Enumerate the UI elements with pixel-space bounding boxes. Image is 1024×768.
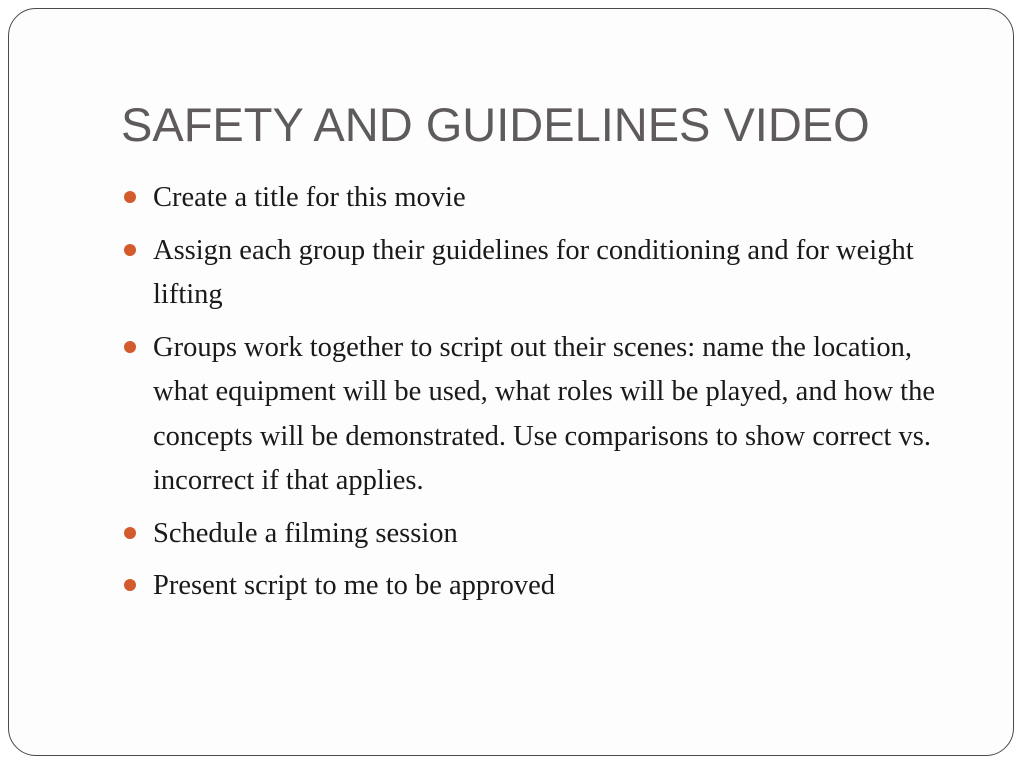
bullet-dot-icon [124, 191, 136, 203]
bullet-item [121, 229, 951, 318]
bullet-dot-icon [124, 244, 136, 256]
bullet-dot-icon [124, 527, 136, 539]
bullet-item [121, 512, 951, 557]
bullet-text: Groups work together to script out their scenes: name the location, what equipment will be used, what roles will be played, and how the concepts will be demonstrated. Use comparisons to show correct vs. incorrect if that applies. [153, 331, 935, 496]
slide-title: SAFETY AND GUIDELINES VIDEO [121, 98, 870, 151]
bullet-dot-icon [124, 341, 136, 353]
bullet-dot-icon [124, 579, 136, 591]
bullet-text: Assign each group their guidelines for conditioning and for weight lifting [153, 234, 914, 310]
bullet-text: Present script to me to be approved [153, 570, 556, 601]
bullet-item [121, 326, 951, 504]
bullet-list [121, 176, 951, 617]
bullet-text: Schedule a filming session [153, 517, 458, 549]
slide-frame [8, 8, 1014, 756]
bullet-text: Create a title for this movie [153, 182, 466, 213]
bullet-item [121, 564, 951, 609]
bullet-item [121, 176, 951, 221]
